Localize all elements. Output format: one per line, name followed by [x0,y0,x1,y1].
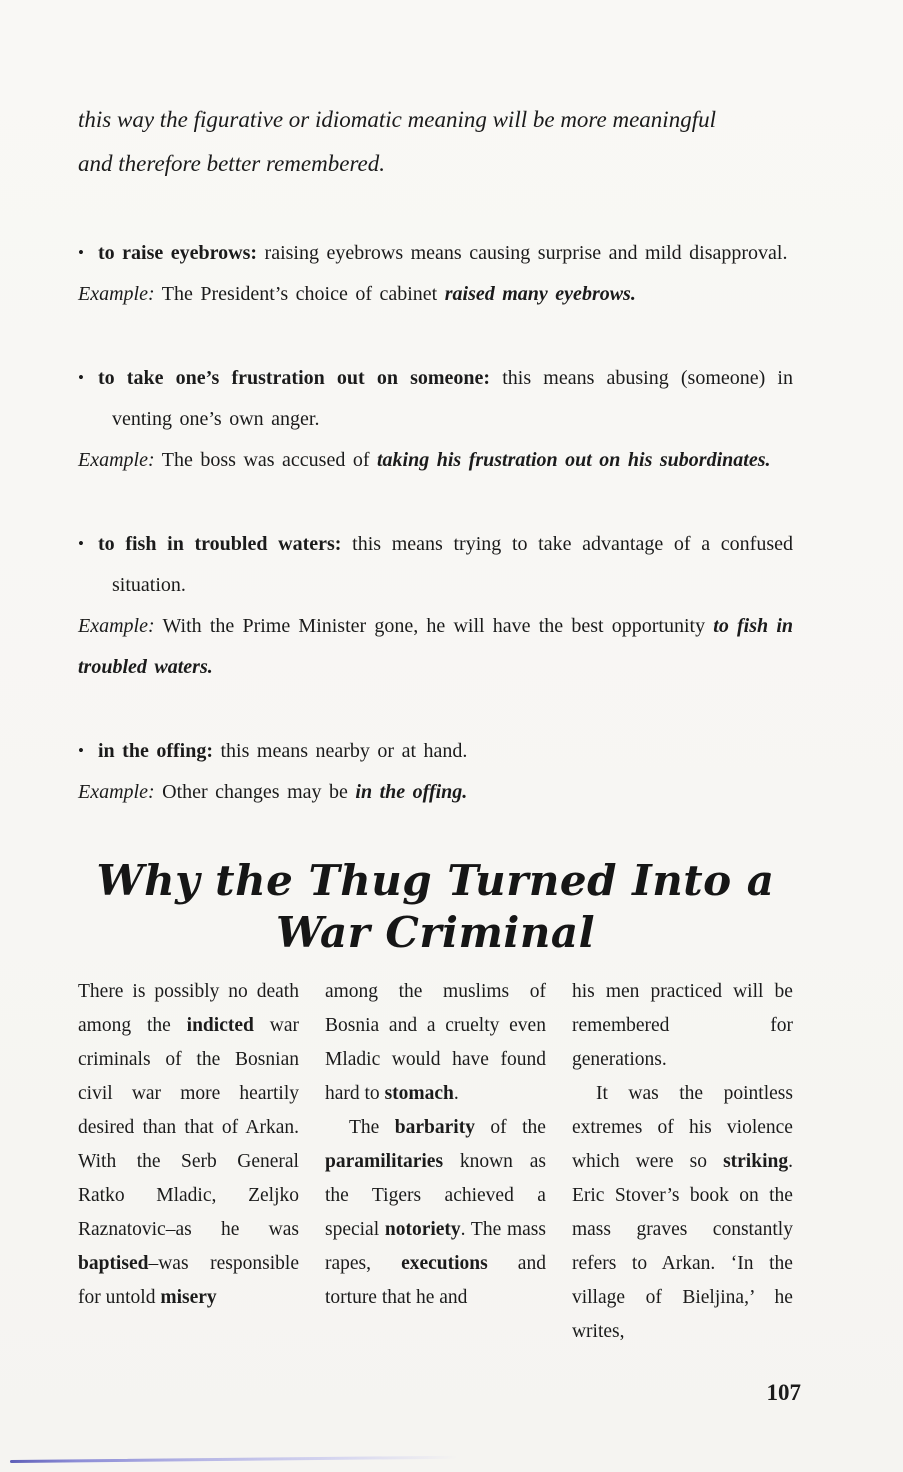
column-paragraph: among the muslims of Bosnia and a cruelty even Mladic would have found hard to stomach. [324,981,546,1104]
article-column-3 [572,975,793,1349]
idiom-term: to fish in troubled waters: [98,533,342,555]
idiom-definition: this means abusing (someone) in venting one’s own anger. [112,367,793,430]
article-title: Why the Thug Turned Into a War Criminal [96,856,775,957]
article-column-1 [78,975,299,1349]
column-paragraph: It was the pointless extremes of his violence which were so striking. Eric Stover’s book on the mass graves constantly refers to Arkan. ‘In the village of Bieljina,’ he writes, [571,1083,793,1342]
idiom-definition: this means trying to take advantage of a confused situation. [112,533,793,596]
column-paragraph: There is possibly no death among the indicted war criminals of the Bosnian civil war more heartily desired than that of Arkan. With the Serb General Ratko Mladic, Zeljko Raznatovic–as he was baptised–was responsible for untold misery [78,981,299,1308]
example-paragraph: Example: The President’s choice of cabinet raised many eyebrows. [78,283,636,305]
idiom-item [78,232,793,315]
idiom-list [78,232,793,813]
idiom-definition: raising eyebrows means causing surprise and mild disapproval. [257,242,788,264]
bullet-icon: • [78,368,84,387]
example-paragraph: Example: With the Prime Minister gone, he will have the best opportunity to fish in troubled waters. [78,615,793,678]
example-paragraph: Example: Other changes may be in the offing. [78,781,468,803]
article-columns [78,975,793,1349]
bullet-icon: • [78,243,84,262]
example-paragraph: Example: The boss was accused of taking his frustration out on his subordinates. [78,449,771,471]
intro-paragraph [78,98,793,186]
idiom-entry [78,357,793,440]
intro-line: and therefore better remembered. [78,151,385,176]
page-number: 107 [766,1380,801,1405]
column-paragraph: his men practiced will be remembered for generations. [571,981,793,1070]
bullet-icon: • [78,741,84,760]
bullet-icon: • [78,534,84,553]
idiom-item [78,523,793,688]
scan-edge-artifact [10,1456,458,1463]
idiom-entry [78,730,793,772]
intro-line: this way the figurative or idiomatic meaning will be more meaningful [78,107,716,132]
idiom-item [78,357,793,481]
idiom-item [78,730,793,813]
idiom-term: in the offing: [98,740,213,762]
idiom-entry [78,523,793,606]
idiom-entry [78,232,793,274]
idiom-term: to raise eyebrows: [98,242,258,264]
column-paragraph: The barbarity of the paramilitaries known as the Tigers achieved a special notoriety. The mass rapes, executions and torture that he and [324,1117,546,1308]
idiom-definition: this means nearby or at hand. [213,740,468,762]
article-column-2 [325,975,546,1349]
idiom-term: to take one’s frustration out on someone: [98,367,491,389]
